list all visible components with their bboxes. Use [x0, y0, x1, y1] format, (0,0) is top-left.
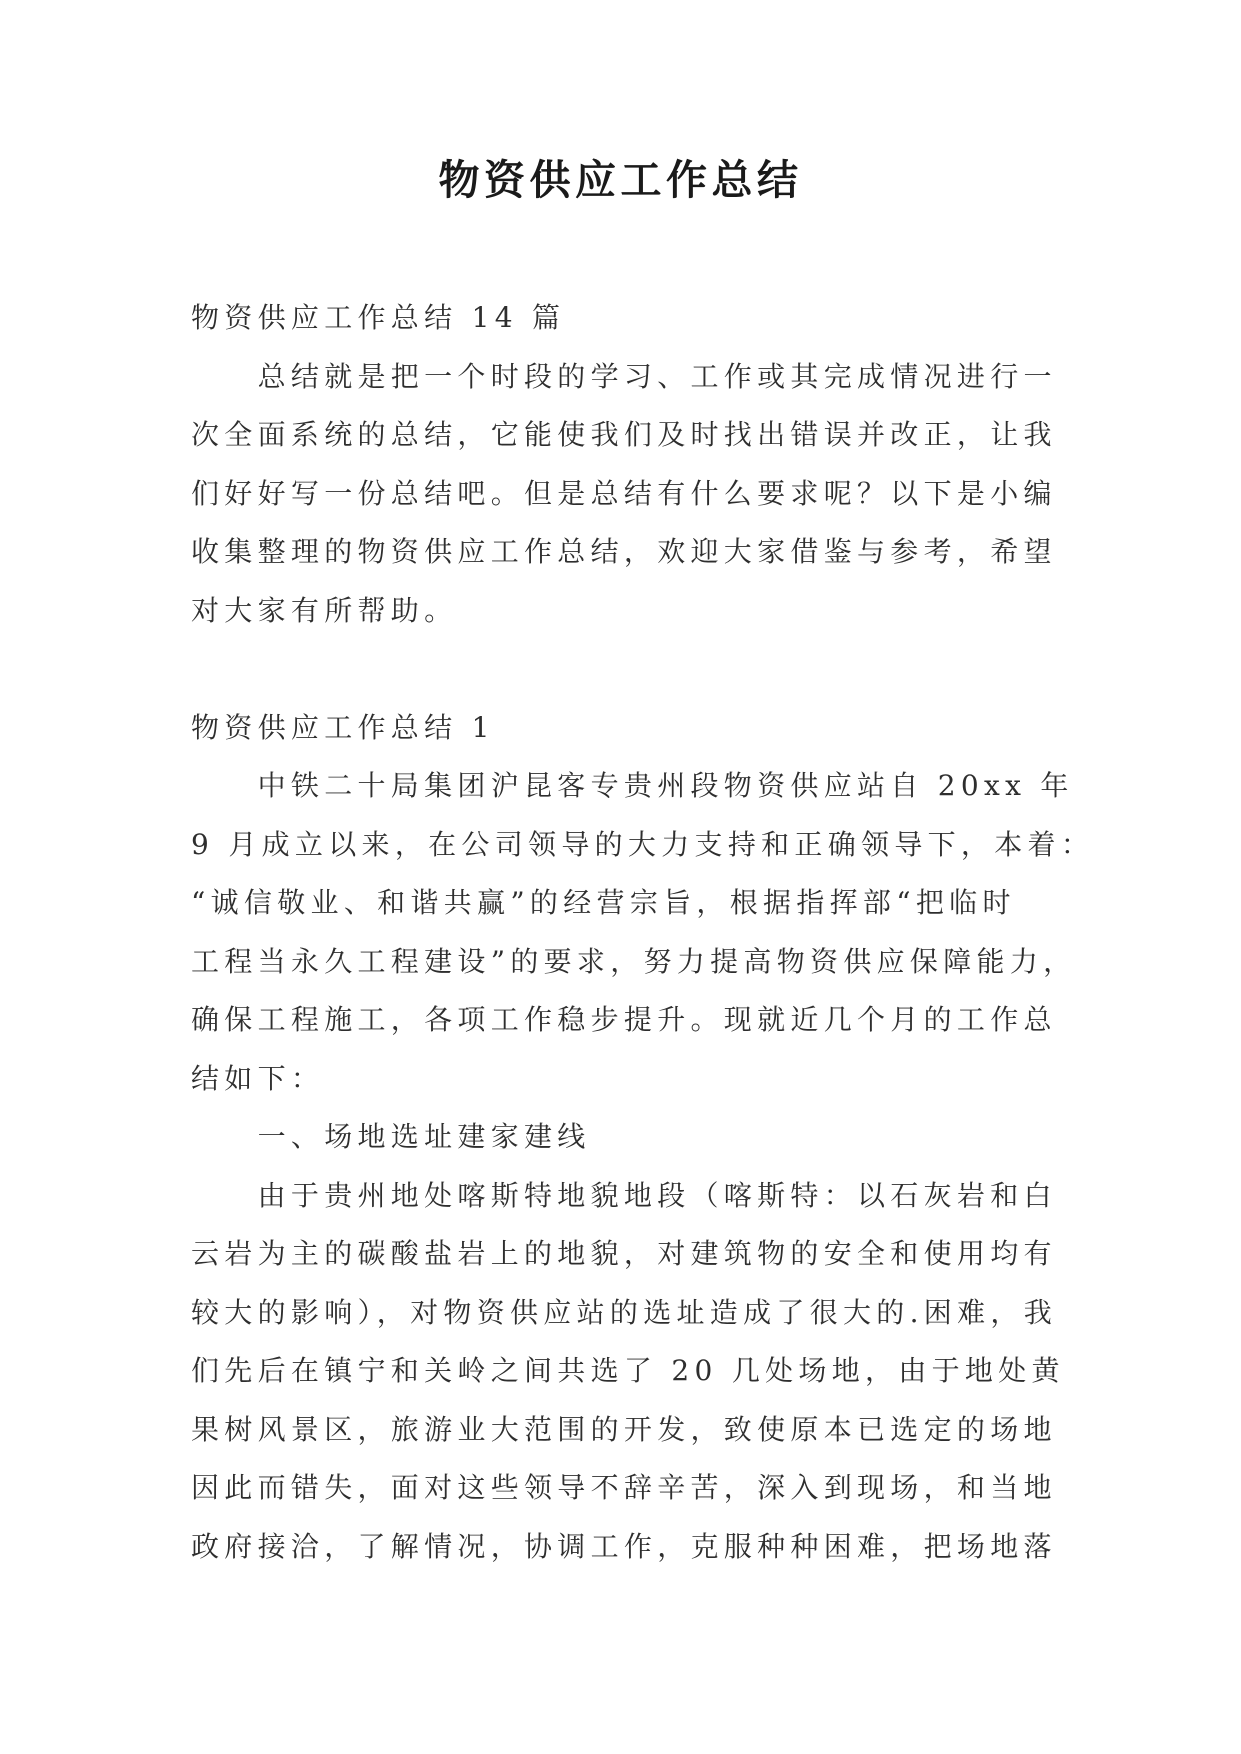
paragraph-line: 政府接洽，了解情况，协调工作，克服种种困难，把场地落	[191, 1529, 1057, 1563]
intro-line: 总结就是把一个时段的学习、工作或其完成情况进行一	[257, 359, 1057, 393]
paragraph-line: 果树风景区，旅游业大范围的开发，致使原本已选定的场地	[191, 1412, 1057, 1446]
intro-line: 收集整理的物资供应工作总结，欢迎大家借鉴与参考，希望	[191, 535, 1057, 568]
paragraph-line: “诚信敬业、和谐共赢”的经营宗旨，根据指挥部“把临时	[191, 886, 1016, 919]
paragraph-line: 云岩为主的碳酸盐岩上的地貌，对建筑物的安全和使用均有	[191, 1237, 1057, 1270]
paragraph-line: 较大的影响），对物资供应站的选址造成了很大的.困难，我	[191, 1295, 1058, 1329]
paragraph-line: 9 月成立以来，在公司领导的大力支持和正确领导下，本着：	[191, 827, 1095, 861]
intro-line: 对大家有所帮助。	[191, 593, 458, 627]
section-heading: 物资供应工作总结 1	[191, 710, 495, 744]
intro-line: 们好好写一份总结吧。但是总结有什么要求呢？以下是小编	[191, 476, 1057, 510]
paragraph-line: 工程当永久工程建设”的要求，努力提高物资供应保障能力，	[191, 944, 1077, 978]
paragraph-line: 由于贵州地处喀斯特地貌地段（喀斯特：以石灰岩和白	[257, 1178, 1057, 1212]
paragraph-line: 结如下：	[191, 1061, 325, 1095]
document-body	[191, 289, 1151, 1576]
paragraph-line: 确保工程施工，各项工作稳步提升。现就近几个月的工作总	[191, 1003, 1057, 1036]
paragraph-line: 中铁二十局集团沪昆客专贵州段物资供应站自 20xx 年	[257, 769, 1074, 802]
paragraph-line: 因此而错失，面对这些领导不辞辛苦，深入到现场，和当地	[191, 1471, 1057, 1504]
document-subtitle: 物资供应工作总结 14 篇	[191, 301, 566, 334]
intro-line: 次全面系统的总结，它能使我们及时找出错误并改正，让我	[191, 418, 1057, 451]
section-subheading: 一、场地选址建家建线	[257, 1120, 591, 1153]
paragraph-line: 们先后在镇宁和关岭之间共选了 20 几处场地，由于地处黄	[191, 1354, 1065, 1387]
document-title: 物资供应工作总结	[438, 156, 803, 204]
